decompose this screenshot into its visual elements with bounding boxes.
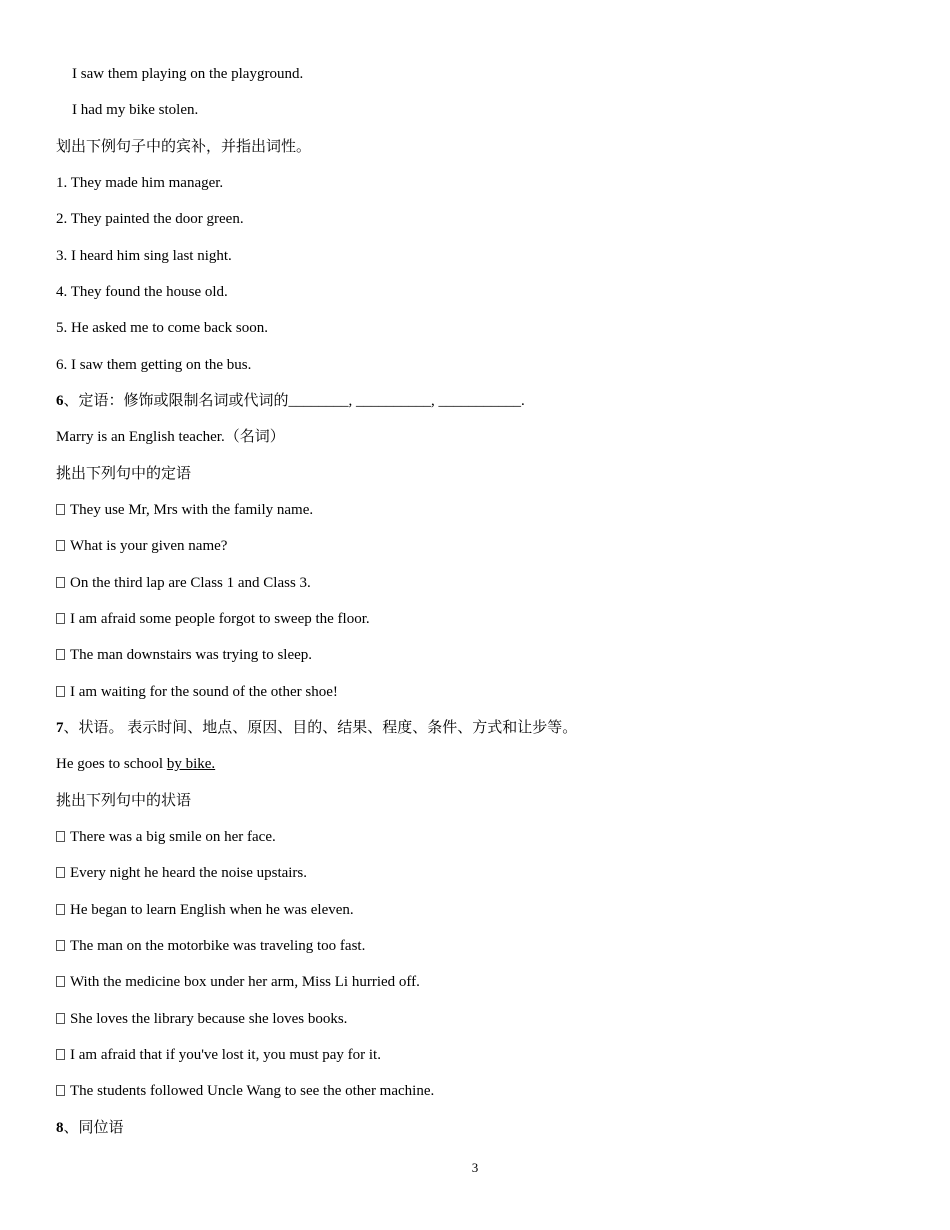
checkbox-icon [56,540,65,551]
list-item: The man downstairs was trying to sleep. [56,645,312,665]
section-number: 7 [56,720,64,736]
list-item: 1. They made him manager. [56,175,224,191]
checkbox-icon [56,1049,65,1060]
checkbox-icon [56,686,65,697]
list-item: He began to learn English when he was eleven. [56,900,354,920]
checkbox-icon [56,504,65,515]
list-item: On the third lap are Class 1 and Class 3. [56,573,311,593]
list-item: 5. He asked me to come back soon. [56,320,269,336]
list-item: I am afraid that if you've lost it, you must pay for it. [56,1045,381,1065]
list-item: The students followed Uncle Wang to see the other machine. [56,1081,434,1101]
checkbox-icon [56,976,65,987]
list-item: Every night he heard the noise upstairs. [56,863,307,883]
section5-instruction: 划出下例句子中的宾补，并指出词性。 [56,139,312,155]
list-item: 4. They found the house old. [56,284,228,300]
list-item: She loves the library because she loves books. [56,1009,347,1029]
list-item: I am waiting for the sound of the other shoe! [56,682,338,702]
list-item: I am afraid some people forgot to sweep the floor. [56,609,370,629]
section6-example: Marry is an English teacher.（名词） [56,429,285,445]
checkbox-icon [56,831,65,842]
checkbox-icon [56,1013,65,1024]
list-item: 2. They painted the door green. [56,211,244,227]
list-item: There was a big smile on her face. [56,827,276,847]
underlined-adverbial: by bike. [166,756,216,772]
text-line: I had my bike stolen. [72,102,199,118]
list-item: 3. I heard him sing last night. [56,248,232,264]
section6-heading [56,391,525,411]
checkbox-icon [56,940,65,951]
checkbox-icon [56,613,65,624]
section-text: 、定语：修饰或限制名词或代词的________, __________, ___________. [63,393,525,409]
section7-example [56,754,215,774]
section-text: 、同位语 [63,1120,124,1136]
section7-instruction: 挑出下列句中的状语 [56,793,192,809]
list-item: With the medicine box under her arm, Miss Li hurried off. [56,972,420,992]
section-number: 6 [56,393,64,409]
list-item: The man on the motorbike was traveling too fast. [56,936,365,956]
list-item: What is your given name? [56,536,227,556]
checkbox-icon [56,577,65,588]
list-item: 6. I saw them getting on the bus. [56,357,252,373]
section8-heading [56,1118,124,1138]
checkbox-icon [56,649,65,660]
example-text: He goes to school [56,756,167,772]
checkbox-icon [56,867,65,878]
list-item: They use Mr, Mrs with the family name. [56,500,313,520]
section-number: 8 [56,1120,64,1136]
section-text: 、状语。 表示时间、地点、原因、目的、结果、程度、条件、方式和让步等。 [63,720,578,736]
section6-instruction: 挑出下列句中的定语 [56,466,192,482]
text-line: I saw them playing on the playground. [72,66,304,82]
section7-heading [56,718,577,738]
checkbox-icon [56,904,65,915]
page-number: 3 [471,1160,479,1175]
checkbox-icon [56,1085,65,1096]
